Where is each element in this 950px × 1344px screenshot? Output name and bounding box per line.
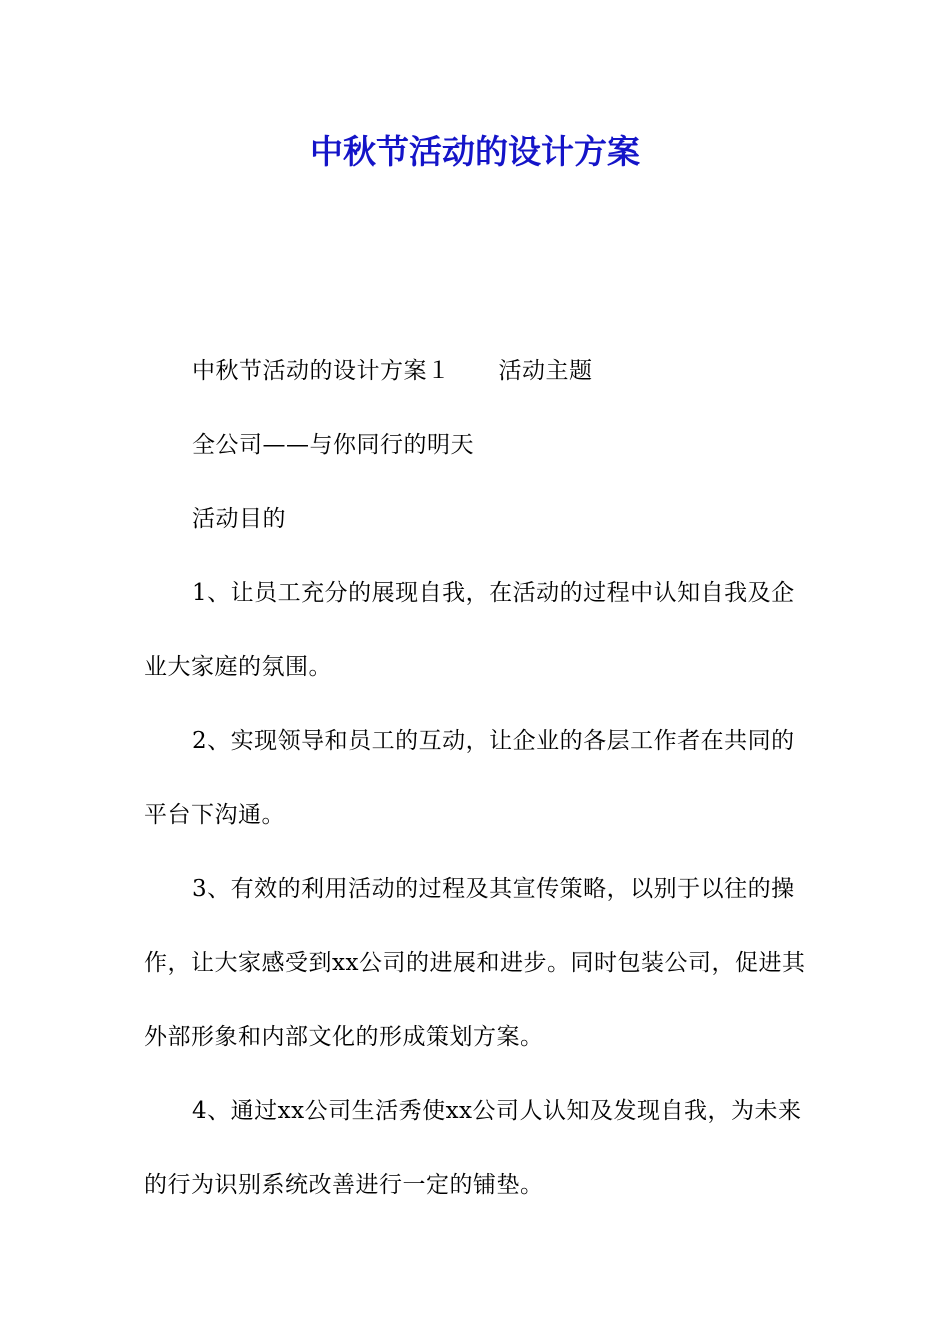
section-heading-line — [144, 334, 809, 408]
theme-label: 活动主题 — [498, 358, 593, 384]
purpose-item-4: 4、通过xx公司生活秀使xx公司人认知及发现自我，为未来的行为识别系统改善进行一定的铺垫。 — [144, 1098, 802, 1198]
purpose-item-2: 2、实现领导和员工的互动，让企业的各层工作者在共同的平台下沟通。 — [144, 728, 795, 828]
document-body — [144, 334, 809, 1222]
purpose-item-3: 3、有效的利用活动的过程及其宣传策略，以别于以往的操作，让大家感受到xx公司的进展和进步。同时包装公司，促进其外部形象和内部文化的形成策划方案。 — [144, 876, 806, 1050]
document-title: 中秋节活动的设计方案 — [310, 132, 640, 171]
theme-text: 全公司——与你同行的明天 — [192, 432, 474, 458]
purpose-item-1: 1、让员工充分的展现自我，在活动的过程中认知自我及企业大家庭的氛围。 — [144, 580, 795, 680]
section-heading: 中秋节活动的设计方案１ — [192, 358, 451, 384]
purpose-label: 活动目的 — [192, 506, 286, 532]
